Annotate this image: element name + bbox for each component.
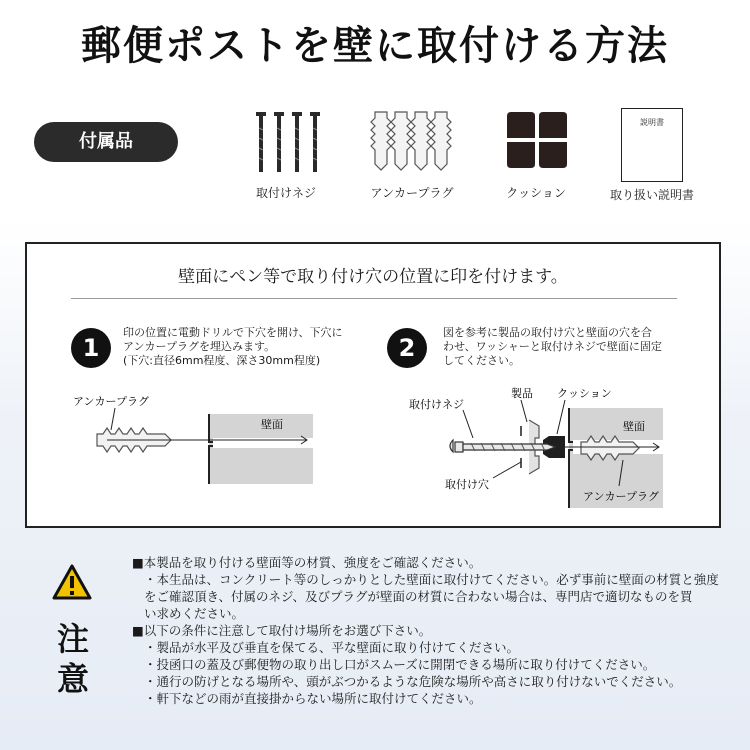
caution-line: ・製品が水平及び垂直を保てる、平な壁面に取り付けてください。	[144, 640, 520, 655]
manual-cover-text: 説明書	[640, 118, 664, 127]
accessories-badge: 付属品	[34, 122, 178, 162]
step-1-line: アンカープラグを埋込みます。	[123, 340, 276, 353]
instruction-panel	[25, 242, 721, 528]
caution-kanji-1: 注	[56, 620, 89, 658]
step-1-line: 印の位置に電動ドリルで下穴を開け、下穴に	[123, 326, 343, 339]
screws-icon	[246, 108, 326, 174]
accessory-anchor-plugs	[360, 108, 464, 201]
anchor-plugs-icon	[367, 108, 457, 174]
mounting-hole-label: 取付け穴	[445, 478, 489, 491]
caution-line: い求めください。	[144, 606, 245, 621]
warning-icon	[52, 564, 92, 600]
page-title: 郵便ポストを壁に取付ける方法	[81, 22, 669, 69]
caution-line: ・通行の防げとなる場所や、頭がぶつかるような危険な場所や高さに取り付けないでください。	[144, 674, 682, 689]
step-2-line: してください。	[443, 354, 520, 367]
accessory-label: 取り扱い説明書	[609, 188, 694, 202]
cushion-label: クッション	[557, 387, 612, 400]
caution-line: ■以下の条件に注意して取付け場所をお選び下さい。	[132, 623, 432, 638]
screw-label: 取付けネジ	[409, 398, 464, 411]
accessory-screws	[238, 108, 334, 201]
product-label: 製品	[511, 387, 533, 400]
caution-line: ・投函口の蓋及び郵便物の取り出し口がスムーズに開閉できる場所に取り付けてください。	[144, 657, 656, 672]
wall-label: 壁面	[261, 418, 283, 431]
accessory-manual	[600, 108, 704, 203]
caution-line: ■本製品を取り付ける壁面等の材質、強度をご確認ください。	[132, 555, 482, 570]
step-1-line: (下穴:直径6mm程度、深さ30mm程度)	[123, 354, 321, 367]
step-2-text	[443, 326, 662, 368]
step-1-diagram	[67, 394, 337, 484]
caution-kanji-2: 意	[56, 660, 89, 698]
manual-icon	[621, 108, 683, 182]
caution-line: ・軒下などの雨が直接掛からない場所に取付けてください。	[144, 691, 482, 706]
anchor-plug-label: アンカープラグ	[583, 490, 660, 503]
accessory-label: クッション	[506, 186, 566, 200]
caution-notes	[132, 554, 732, 707]
anchor-plug-label: アンカープラグ	[73, 395, 150, 408]
divider	[71, 298, 677, 299]
accessory-label: アンカープラグ	[370, 186, 454, 200]
step-2-line: 図を参考に製品の取付け穴と壁面の穴を合	[443, 326, 652, 339]
accessory-label: 取付けネジ	[255, 186, 316, 200]
step-1-number: 1	[71, 328, 111, 368]
cushions-icon	[503, 108, 569, 174]
step-2-diagram	[397, 386, 697, 526]
instruction-heading: 壁面にペン等で取り付け穴の位置に印を付けます。	[178, 267, 568, 287]
step-1-text	[123, 326, 343, 368]
step-2-number: 2	[387, 328, 427, 368]
step-2-line: わせ、ワッシャーと取付けネジで壁面に固定	[443, 340, 662, 353]
caution-line: ・本生品は、コンクリート等のしっかりとした壁面に取付けてください。必ず事前に壁面の材質と強度	[144, 572, 719, 587]
wall-label: 壁面	[623, 420, 645, 433]
caution-line: をご確認頂き、付属のネジ、及びプラグが壁面の材質に合わない場合は、専門店で適切なものを買	[144, 589, 693, 604]
accessory-cushions	[494, 108, 578, 201]
